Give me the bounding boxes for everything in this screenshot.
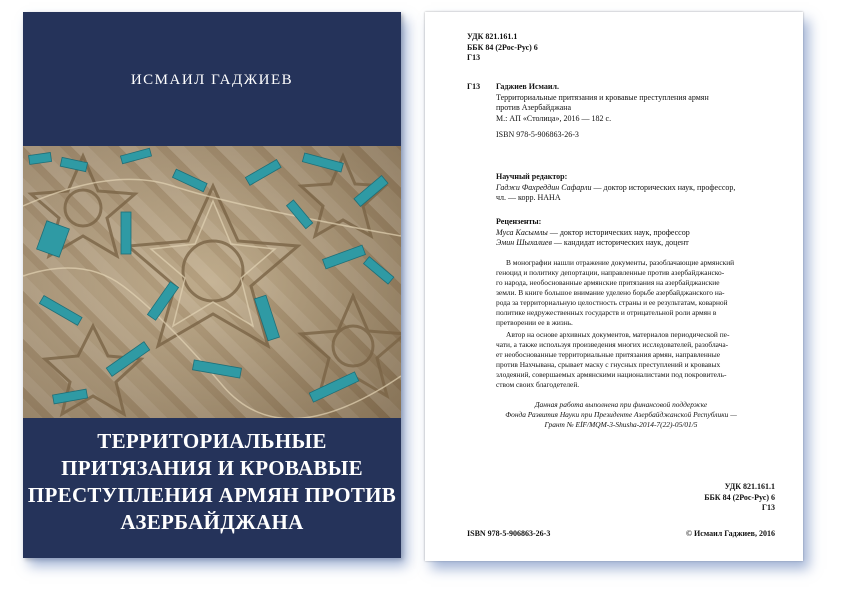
editor-info-2: чл. — корр. НАНА — [496, 193, 561, 203]
abstract-line: геноцид и политику депортации, направленные против азербайджанско- — [496, 268, 725, 277]
ornament-pattern — [23, 146, 401, 418]
reviewers — [496, 217, 690, 249]
bbk-code: ББК 84 (2Рос-Рус) 6 — [467, 42, 538, 52]
bottom-udk: УДК 821.161.1 — [724, 482, 775, 491]
funding-note — [496, 400, 746, 430]
reviewer-name: Муса Касымлы — [496, 227, 548, 237]
editor-label: Научный редактор: — [496, 172, 568, 181]
abstract-line: Автор на основе архивных документов, материалов периодической пе- — [506, 330, 730, 339]
abstract-line: злодеяний, совершаемых армянскими националистами под покровитель- — [496, 370, 727, 379]
bottom-codes — [704, 482, 775, 514]
funding-line: Фонда Развития Науки при Президенте Азербайджанской Республики — — [505, 410, 737, 419]
abstract-line: ством своих благодетелей. — [496, 380, 580, 389]
udk-code: УДК 821.161.1 — [467, 32, 518, 41]
abstract-paragraph-1 — [496, 258, 734, 328]
reviewer-name: Эмин Шыхалиев — [496, 238, 552, 248]
abstract-line: рода за территориальную целостность страны и ее результатам, коварной — [496, 298, 728, 307]
bottom-isbn: ISBN 978-5-906863-26-3 — [467, 529, 551, 538]
reviewer-info: — кандидат исторических наук, доцент — [551, 238, 689, 248]
top-codes — [467, 32, 538, 64]
abstract-line: В монографии нашли отражение документы, разоблачающие армянский — [506, 258, 735, 267]
entry-title-line: против Азербайджана — [496, 103, 572, 113]
abstract-line: земли. В книге большое внимание уделено борьбе азербайджанского на- — [496, 288, 725, 297]
reviewer-info: — доктор исторических наук, профессор — [547, 227, 690, 237]
cover-title-line: АЗЕРБАЙДЖАНА — [120, 510, 304, 534]
abstract-line: ет необоснованные территориальные притязания армян, направленные — [496, 350, 720, 359]
abstract-line: претворении ее в жизнь. — [496, 318, 573, 327]
cover-title-line: ТЕРРИТОРИАЛЬНЫЕ — [97, 429, 327, 453]
catalog-entry — [496, 82, 709, 141]
author-mark: Г13 — [467, 53, 481, 63]
cover-author: ИСМАИЛ ГАДЖИЕВ — [130, 72, 294, 88]
cover-title — [23, 428, 401, 536]
reviewers-label: Рецензенты: — [496, 217, 542, 226]
entry-code: Г13 — [467, 82, 481, 91]
abstract-line: чати, а также используя произведения многих исследователей, разоблача- — [496, 340, 729, 349]
abstract-line: го народа, необоснованные армянские притязания на азербайджанские — [496, 278, 720, 287]
abstract-line: против Нахчывана, срывает маску с гнусных преступлений и кровавых — [496, 360, 721, 369]
scientific-editor — [496, 172, 735, 204]
copyright: © Исмаил Гаджиев, 2016 — [686, 529, 775, 538]
cover-title-line: ПРИТЯЗАНИЯ И КРОВАВЫЕ — [61, 456, 363, 480]
imprint-page — [425, 12, 803, 561]
entry-title-line: Территориальные притязания и кровавые преступления армян — [496, 92, 709, 102]
funding-line: Данная работа выполнена при финансовой поддержке — [534, 400, 708, 409]
abstract-line: политике недружественных государств и отрицательной роли армян в — [496, 308, 717, 317]
editor-info: — доктор исторических наук, профессор, — [591, 182, 736, 192]
bottom-author-mark: Г13 — [761, 503, 775, 513]
funding-line: Грант № EİF/MQM-3-Shusha-2014-7(22)-05/01/5 — [544, 420, 698, 429]
entry-author: Гаджиев Исмаил. — [496, 82, 559, 91]
cover-ornament-image — [23, 146, 401, 418]
abstract-paragraph-2 — [496, 330, 729, 390]
publisher-line: М.: АП «Столица», 2016 — 182 с. — [496, 113, 612, 123]
book-cover — [23, 12, 401, 558]
bottom-bbk: ББК 84 (2Рос-Рус) 6 — [704, 492, 775, 502]
isbn: ISBN 978-5-906863-26-3 — [496, 130, 579, 140]
editor-name: Гаджи Фахреддин Сафарли — [496, 182, 592, 192]
cover-title-line: ПРЕСТУПЛЕНИЯ АРМЯН ПРОТИВ — [27, 483, 397, 507]
